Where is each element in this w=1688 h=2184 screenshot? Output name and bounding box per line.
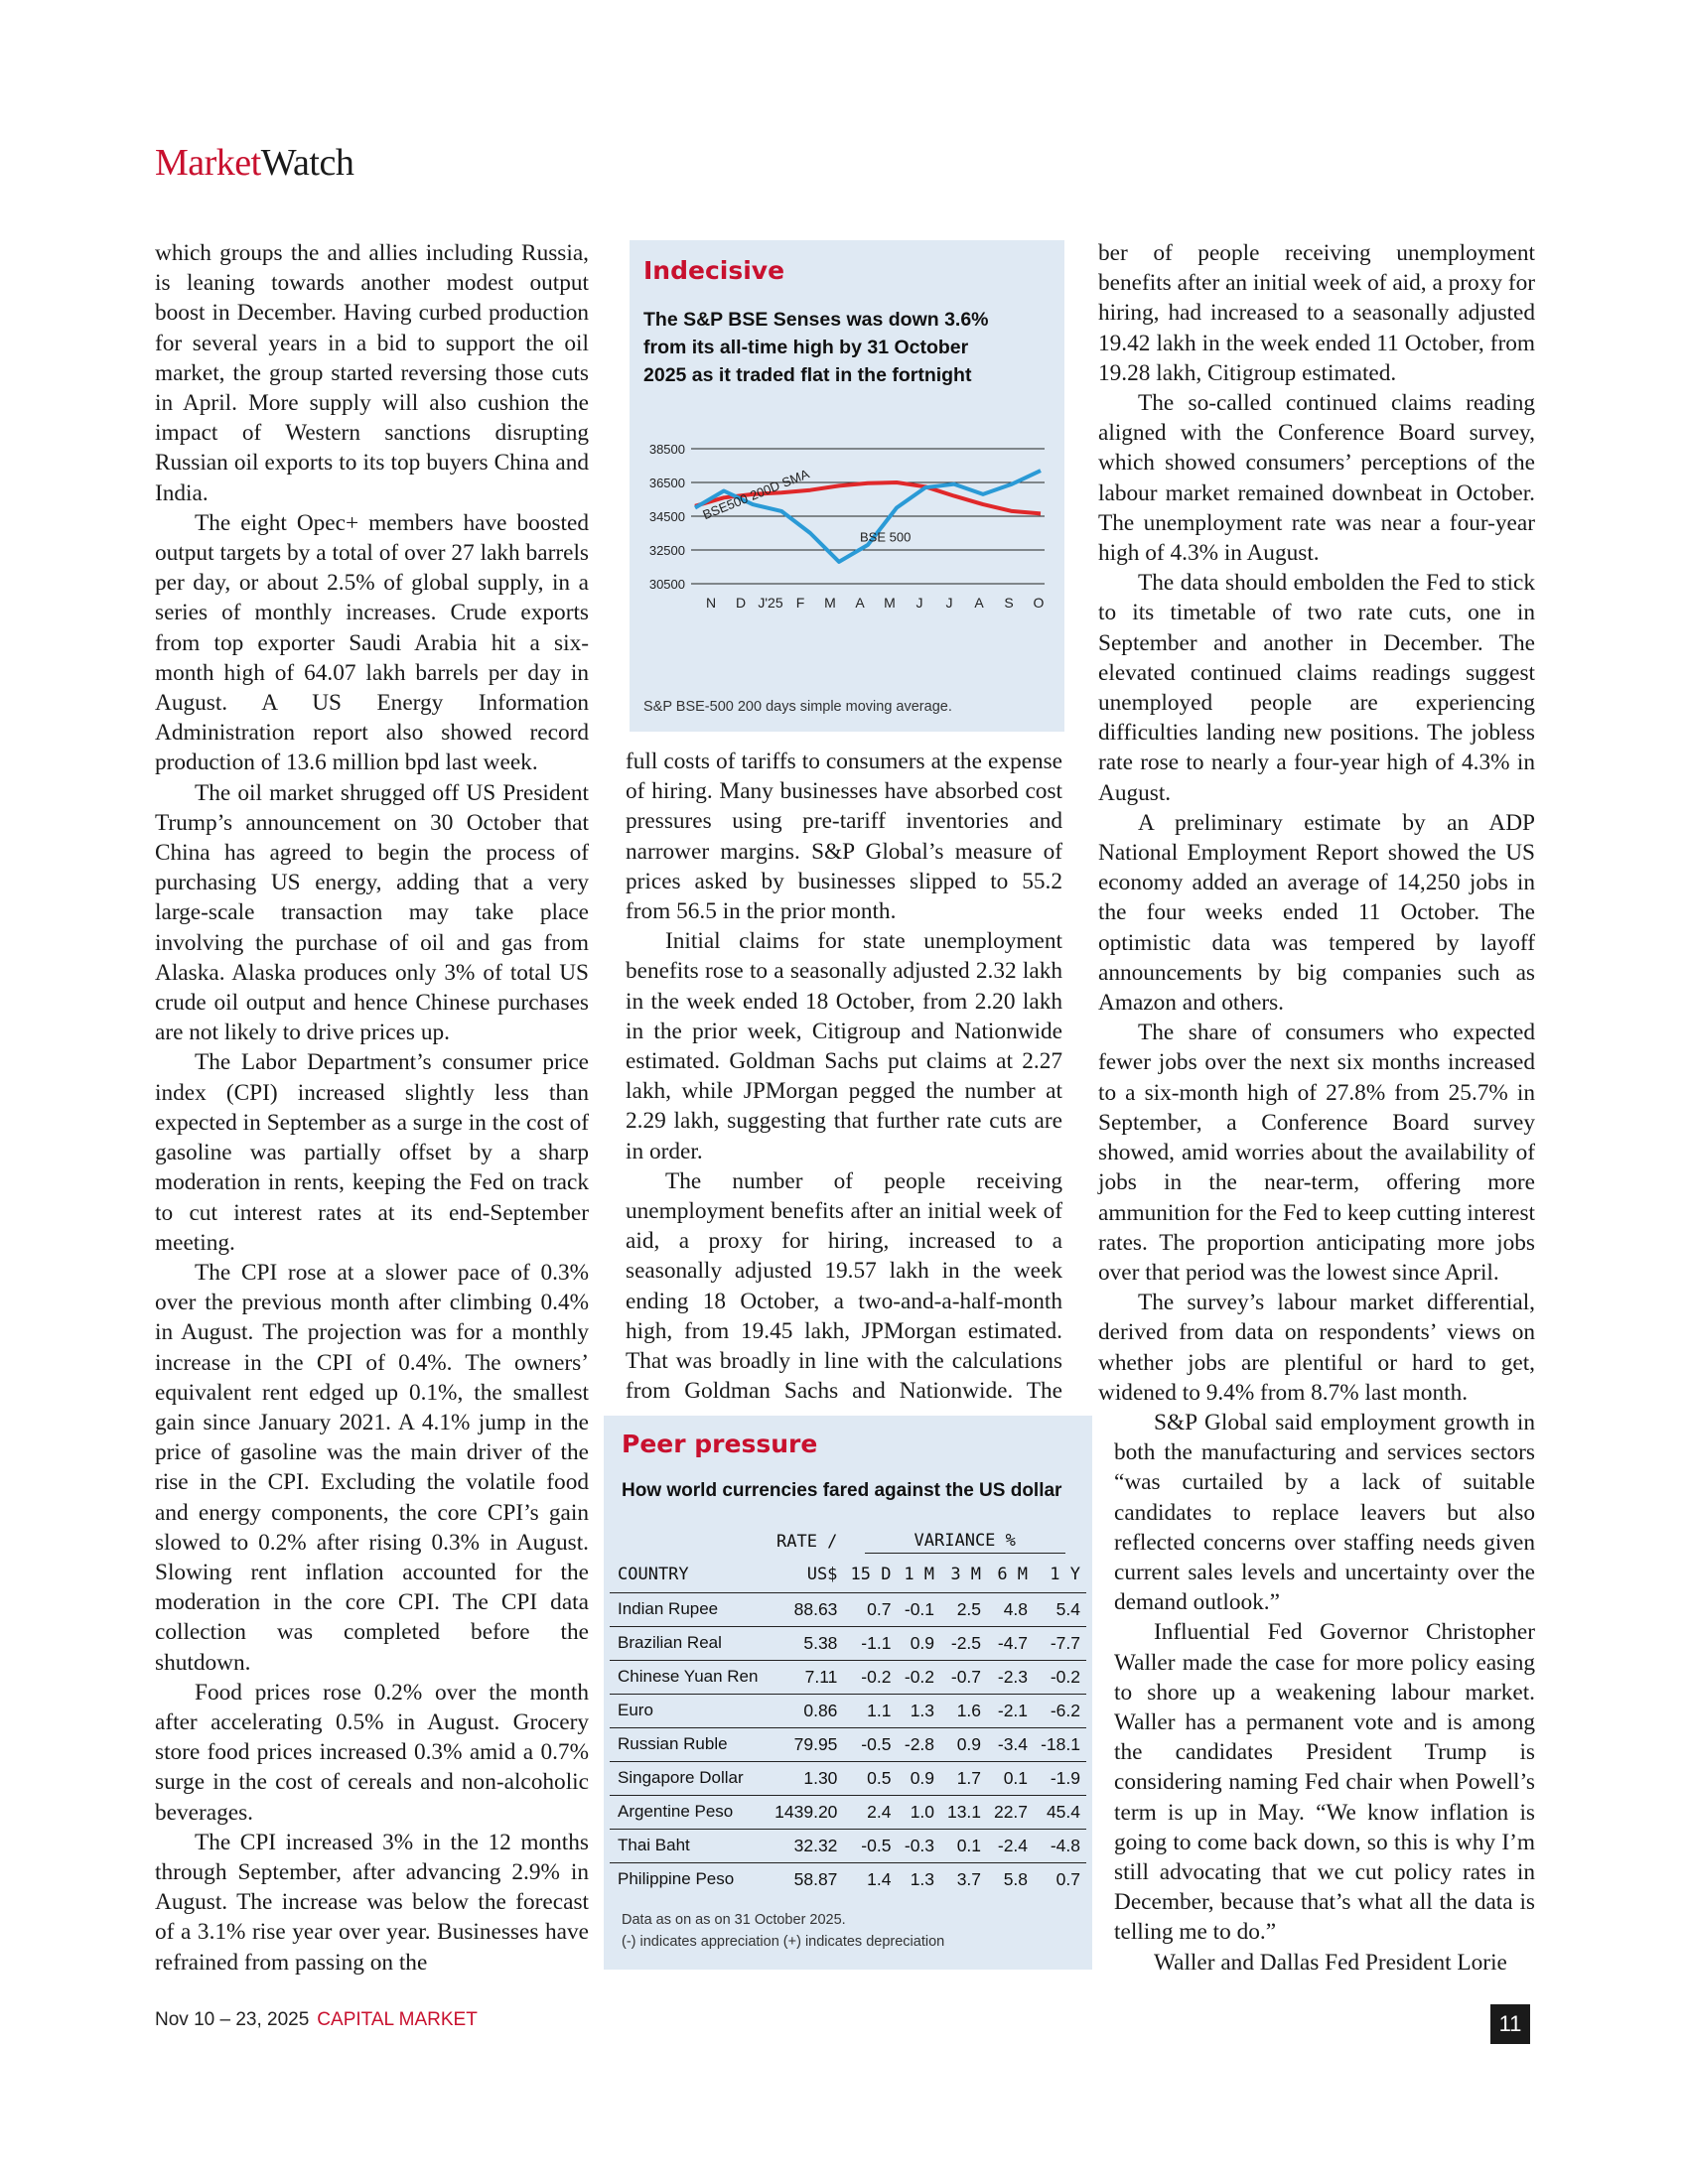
currency-value: 0.7 [843,1592,897,1626]
x-tick-label: A [855,595,865,611]
currency-name: Philippine Peso [610,1862,768,1896]
currency-value: 32.32 [768,1829,844,1862]
article-column-1 [155,238,589,1978]
annotation-sma: BSE500 200D SMA [700,466,811,523]
currency-value: -2.1 [987,1694,1034,1727]
col-header: 3 M [950,1564,982,1584]
paragraph: The CPI rose at a slower pace of 0.3% over the previous month after climbing 0.4% in August. The projection was for a monthly increase in the CPI of 0.4%. The owners’ equivalent rent edged up 0.1%, the smallest gain since January 2021. A 4.1% jump in the price of gasoline was the main driver of the rise in the CPI. Excluding the volatile food and energy components, the core CPI’s gain slowed to 0.2% after rising 0.3% in August. Slowing rent inflation accounted for the moderation in the core CPI. The CPI data collection was completed before the shutdown. [155,1259,589,1676]
currency-value: 5.38 [768,1626,844,1660]
currency-value: -6.2 [1034,1694,1086,1727]
currency-value: -2.8 [897,1727,940,1761]
currency-note-2: (-) indicates appreciation (+) indicates depreciation [622,1934,945,1950]
chart-note: S&P BSE-500 200 days simple moving average. [643,699,952,715]
page-number: 11 [1490,2004,1530,2044]
table-row [610,1592,1086,1626]
x-tick-label: N [705,595,717,611]
header-variance: VARIANCE % [865,1531,1065,1554]
currency-value: 1439.20 [768,1795,844,1829]
paragraph: A preliminary estimate by an ADP National Employment Report showed the US economy added an average of 14,250 jobs in the four weeks ended 11 October. The optimistic data was tempered by layoff announcements by big companies such as Amazon and others. [1098,809,1535,1017]
currency-value: 0.86 [768,1694,844,1727]
currency-value: 0.1 [940,1829,987,1862]
currency-name: Chinese Yuan Ren [610,1660,768,1694]
currency-value: -7.7 [1034,1626,1086,1660]
paragraph: The Labor Department’s consumer price index (CPI) increased slightly less than expected in September as a surge in the cost of gasoline was partially offset by a sharp moderation in rents, keeping the Fed on track to cut interest rates at its end-September meeting. [155,1049,589,1256]
currency-value: 5.4 [1034,1592,1086,1626]
currency-value: 0.1 [987,1761,1034,1795]
currency-value: -18.1 [1034,1727,1086,1761]
paragraph: ber of people receiving unemployment benefits after an initial week of aid, a proxy for hiring, had increased to a seasonally adjusted 19.42 lakh in the week ended 11 October, from 19.28 lakh, Citigroup estimated. [1098,240,1535,386]
paragraph: full costs of tariffs to consumers at the expense of hiring. Many businesses have absorbed cost pressures using pre-tariff inventories and narrower margins. S&P Global’s measure of prices asked by businesses slipped to 55.2 from 56.5 in the prior month. [626,749,1062,925]
x-tick-label: S [1004,595,1014,611]
currency-value: 22.7 [987,1795,1034,1829]
currency-value: 2.4 [843,1795,897,1829]
paragraph: which groups the and allies including Russia, is leaning towards another modest output boost in December. Having curbed production for several years in a bid to support the oil market, the group started reversing those cuts in April. More supply will also cushion the impact of Western sanctions disrupting Russian oil exports to its top buyers China and India. [155,240,589,506]
currency-box-title: Peer pressure [622,1430,818,1458]
masthead-market: Market [155,142,261,184]
col-header: 1 Y [1050,1564,1080,1584]
footer [155,2009,478,2031]
currency-value: -0.2 [843,1660,897,1694]
currency-name: Thai Baht [610,1829,768,1862]
currency-value: -0.7 [940,1660,987,1694]
paragraph: The CPI increased 3% in the 12 months through September, after advancing 2.9% in August. The increase was below the forecast of a 3.1% rise year over year. Businesses have refrained from passing on the [155,1829,589,1976]
footer-publication: CAPITAL MARKET [317,2009,478,2030]
currency-note-1: Data as on as on 31 October 2025. [622,1912,846,1928]
y-tick-label: 32500 [648,543,685,558]
currency-value: -4.7 [987,1626,1034,1660]
paragraph: The number of people receiving unemployment benefits after an initial week of aid, a proxy for hiring, increased to a seasonally adjusted 19.57 lakh in the week ending 18 October, a two-and-a-half-month high, from 19.45 lakh, JPMorgan estimated. That was broadly in line with the calculations from Goldman Sachs and Nationwide. The [626,1167,1062,1405]
currency-box-peer-pressure [604,1416,1092,1970]
currency-value: -0.1 [897,1592,940,1626]
paragraph: The eight Opec+ members have boosted output targets by a total of over 27 lakh barrels per day, or about 2.5% of global supply, in a series of monthly increases. Crude exports from top exporter Saudi Arabia hit a six-month high of 64.07 lakh barrels per day in August. A US Energy Information Administration report also showed record production of 13.6 million bpd last week. [155,509,589,776]
currency-value: 2.5 [940,1592,987,1626]
currency-name: Russian Ruble [610,1727,768,1761]
x-tick-label: D [735,595,747,611]
col-header: COUNTRY [618,1564,689,1584]
currency-value: 1.7 [940,1761,987,1795]
x-tick-label: J'25 [758,595,783,611]
table-row [610,1795,1086,1829]
article-column-3 [1098,238,1535,1978]
currency-name: Brazilian Real [610,1626,768,1660]
currency-value: 1.3 [897,1694,940,1727]
x-tick-label: F [795,595,805,611]
currency-value: -1.9 [1034,1761,1086,1795]
currency-value: -0.3 [897,1829,940,1862]
paragraph: Food prices rose 0.2% over the month after accelerating 0.5% in August. Grocery store food prices increased 0.3% amid a 0.7% surge in the cost of cereals and non-alcoholic beverages. [155,1679,589,1826]
currency-value: -4.8 [1034,1829,1086,1862]
paragraph: The so-called continued claims reading aligned with the Conference Board survey, which showed consumers’ perceptions of the labour market remained downbeat in October. The unemployment rate was near a four-year high of 4.3% in August. [1098,390,1535,567]
footer-date: Nov 10 – 23, 2025 [155,2009,310,2030]
y-tick-label: 38500 [648,442,685,457]
table-row [610,1862,1086,1896]
y-tick-label: 36500 [648,476,685,490]
col-header: 15 D [850,1564,892,1584]
currency-value: 1.6 [940,1694,987,1727]
paragraph: S&P Global said employment growth in both the manufacturing and services sectors “was curtailed by a lack of suitable candidates to replace leavers but also reflected concerns over staffing needs given current sales levels and uncertainty over the demand outlook.” [1114,1409,1535,1616]
col-header: US$ [806,1564,838,1584]
currency-value: 88.63 [768,1592,844,1626]
currency-value: 0.5 [843,1761,897,1795]
currency-box-subtitle: How world currencies fared against the US dollar [622,1480,1062,1501]
currency-value: 0.7 [1034,1862,1086,1896]
x-tick-label: M [884,595,896,611]
currency-value: -1.1 [843,1626,897,1660]
table-row [610,1761,1086,1795]
currency-value: 1.0 [897,1795,940,1829]
paragraph: Waller and Dallas Fed President Lorie [1154,1949,1507,1976]
currency-value: 79.95 [768,1727,844,1761]
header-rate: RATE / [776,1532,838,1552]
paragraph: Initial claims for state unemployment benefits rose to a seasonally adjusted 2.32 lakh in the week ended 18 October, from 2.20 lakh in the prior week, Citigroup and Nationwide estimated. Goldman Sachs put claims at 2.27 lakh, while JPMorgan pegged the number at 2.29 lakh, suggesting that further rate cuts are in order. [626,928,1062,1164]
currency-name: Argentine Peso [610,1795,768,1829]
currency-name: Singapore Dollar [610,1761,768,1795]
x-tick-label: J [945,595,953,611]
currency-value: 7.11 [768,1660,844,1694]
currency-name: Indian Rupee [610,1592,768,1626]
currency-value: 1.1 [843,1694,897,1727]
chart-box-indecisive [630,240,1064,732]
masthead-watch: Watch [260,142,354,184]
line-chart [630,439,1064,697]
currency-value: 0.9 [940,1727,987,1761]
masthead [155,141,353,185]
currency-table [610,1527,1086,1896]
paragraph: The data should embolden the Fed to stick to its timetable of two rate cuts, one in September and another in December. The elevated continued claims readings suggest unemployed people are experiencing difficulties landing new positions. The jobless rate rose to nearly a four-year high of 4.3% in August. [1098,570,1535,806]
paragraph: The survey’s labour market differential, derived from data on respondents’ views on whether jobs are plentiful or hard to get, widened to 9.4% from 8.7% last month. [1098,1290,1535,1406]
currency-value: 1.3 [897,1862,940,1896]
y-tick-label: 30500 [648,577,685,592]
paragraph: The share of consumers who expected fewer jobs over the next six months increased to a six-month high of 27.8% from 25.7% in September, a Conference Board survey showed, amid worries about the availability of jobs in the near-term, offering more ammunition for the Fed to keep cutting interest rates. The proportion anticipating more jobs over that period was the lowest since April. [1098,1020,1535,1286]
currency-value: -3.4 [987,1727,1034,1761]
annotation-bse500: BSE 500 [860,529,912,545]
table-row [610,1694,1086,1727]
chart-box-title: Indecisive [643,256,785,285]
paragraph: Influential Fed Governor Christopher Waller made the case for more policy easing to shore up a weakening labour market. Waller has a permanent vote and is among the candidates President Trump is considering naming Fed chair when Powell’s term is up in May. “We know inflation is going to come back down, so this is why I’m still advocating that we cut policy rates in December, because that’s what all the data is telling me to do.” [1114,1619,1535,1946]
currency-value: 58.87 [768,1862,844,1896]
currency-value: 45.4 [1034,1795,1086,1829]
x-tick-label: O [1033,595,1045,611]
currency-value: -2.3 [987,1660,1034,1694]
currency-value: -0.2 [1034,1660,1086,1694]
currency-value: -2.4 [987,1829,1034,1862]
x-tick-label: M [824,595,836,611]
currency-value: -0.5 [843,1829,897,1862]
table-row [610,1727,1086,1761]
currency-name: Euro [610,1694,768,1727]
paragraph: The oil market shrugged off US President Trump’s announcement on 30 October that China has agreed to begin the process of purchasing US energy, adding that a very large-scale transaction may take place involving the purchase of oil and gas from Alaska. Alaska produces only 3% of total US crude oil output and hence Chinese purchases are not likely to drive prices up. [155,779,589,1046]
col-header: 6 M [997,1564,1029,1584]
currency-value: -0.5 [843,1727,897,1761]
currency-value: 3.7 [940,1862,987,1896]
table-row [610,1626,1086,1660]
x-tick-label: A [974,595,984,611]
article-column-2 [626,747,1062,1436]
table-row [610,1829,1086,1862]
currency-value: 4.8 [987,1592,1034,1626]
currency-value: -2.5 [940,1626,987,1660]
currency-value: 13.1 [940,1795,987,1829]
table-row [610,1660,1086,1694]
col-header: 1 M [904,1564,935,1584]
currency-value: 0.9 [897,1626,940,1660]
chart-box-subtitle: The S&P BSE Senses was down 3.6% from its all-time high by 31 October 2025 as it traded flat in the fortnight [643,309,989,386]
currency-value: -0.2 [897,1660,940,1694]
currency-value: 1.4 [843,1862,897,1896]
currency-value: 5.8 [987,1862,1034,1896]
x-tick-label: J [915,595,923,611]
y-tick-label: 34500 [648,509,685,524]
currency-value: 0.9 [897,1761,940,1795]
currency-value: 1.30 [768,1761,844,1795]
